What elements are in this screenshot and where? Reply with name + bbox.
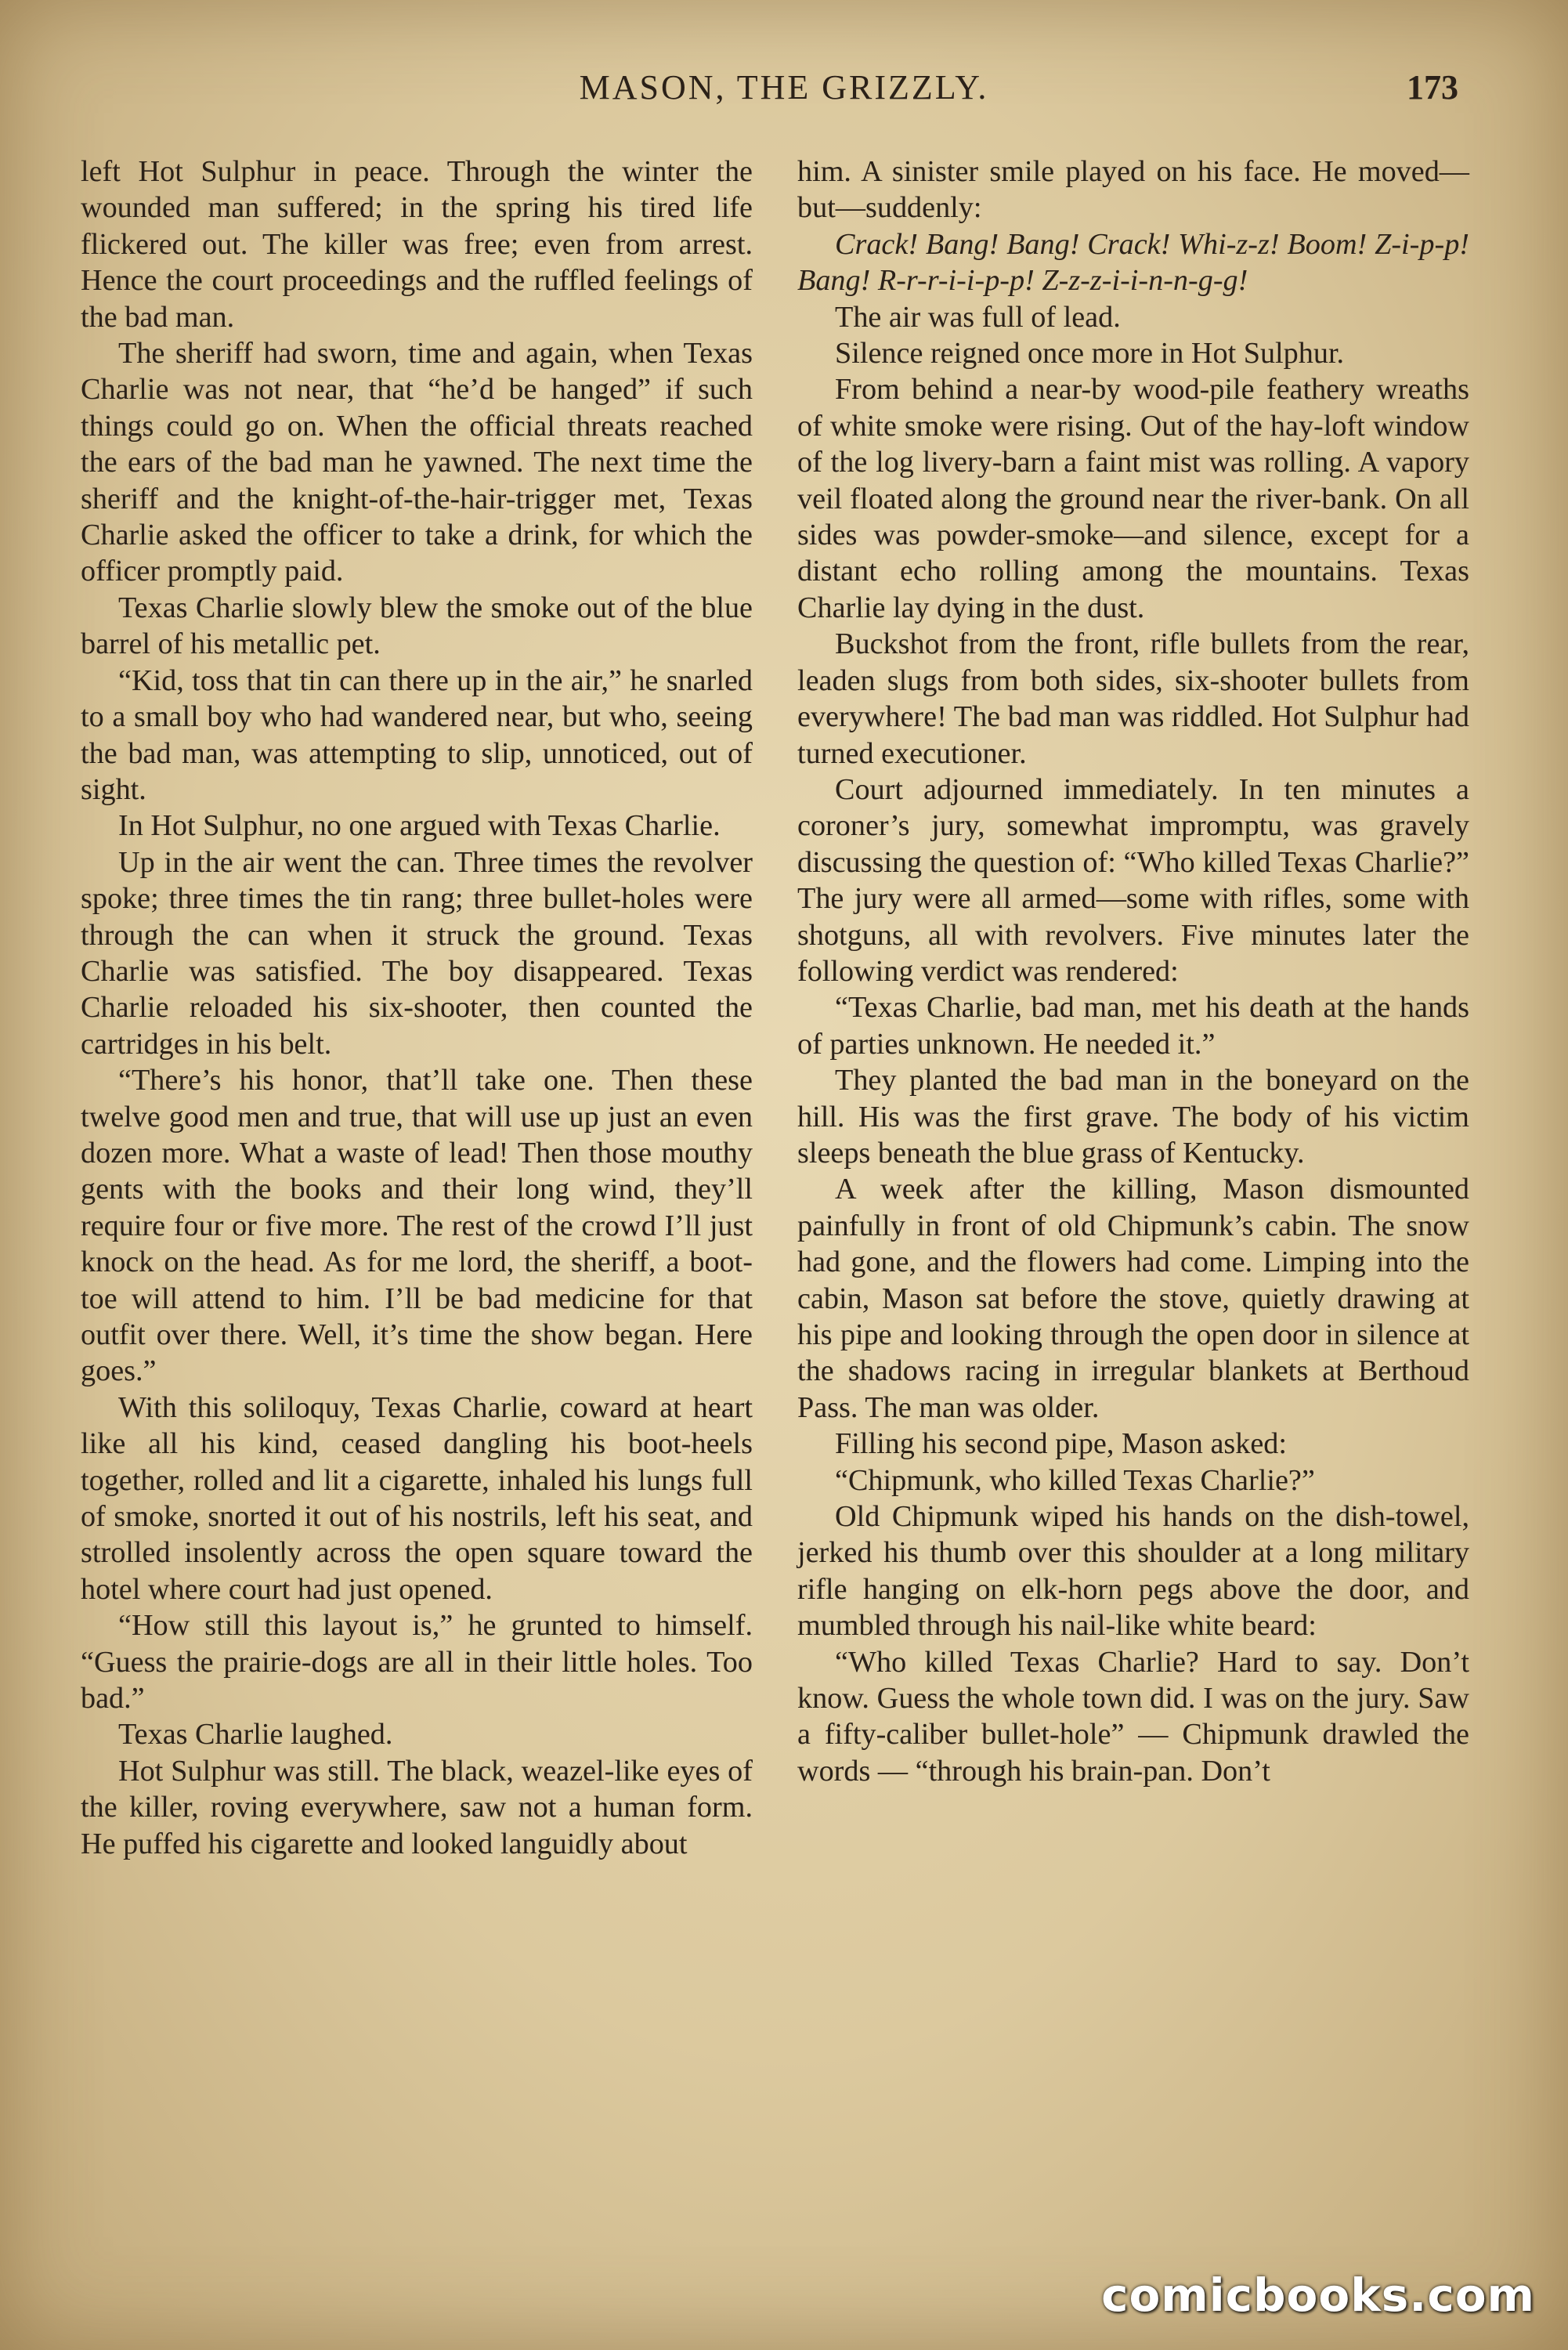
paragraph: With this soliloquy, Texas Charlie, coward at heart like all his kind, ceased dangling his boot-heels together, rolled and lit a cigarette, inhaled his lungs full of smoke, snorted it out of his nostrils, left his seat, and strolled insolently across the open square toward the hotel where court had just opened. bbox=[81, 1390, 753, 1606]
paragraph: “How still this layout is,” he grunted to himself. “Guess the prairie-dogs are all in their little holes. Too bad.” bbox=[81, 1609, 753, 1716]
paragraph: “Who killed Texas Charlie? Hard to say. Don’t know. Guess the whole town did. I was on the jury. Saw a fifty-caliber bullet-hole” — Chipmunk drawled the words — “through his brain-pan. Don’t bbox=[797, 1645, 1469, 1788]
paragraph: Up in the air went the can. Three times the revolver spoke; three times the tin rang; three bullet-holes were through the can when it struck the ground. Texas Charlie was satisfied. The boy disappeared. Texas Charlie reloaded his six-shooter, then counted the cartridges in his belt. bbox=[81, 845, 753, 1061]
paragraph: “There’s his honor, that’ll take one. Then these twelve good men and true, that will use up just an even dozen more. What a waste of lead! Then those mouthy gents with the books and their long wind, they’ll require four or five more. The rest of the crowd I’ll just knock on the head. As for me lord, the sheriff, a boot-toe will attend to him. I’ll be bad medicine for that outfit over there. Well, it’s time the show began. Here goes.” bbox=[81, 1064, 753, 1388]
paragraph: Buckshot from the front, rifle bullets from the rear, leaden slugs from both sides, six-shooter bullets from everywhere! The bad man was riddled. Hot Sulphur had turned executioner. bbox=[797, 627, 1469, 770]
paragraph: Silence reigned once more in Hot Sulphur. bbox=[835, 337, 1345, 371]
gunfire-sound-effects: Crack! Bang! Bang! Crack! Whi-z-z! Boom! Z-i-p-p! Bang! R-r-r-i-i-p-p! Z-z-z-i-i-n-n-g-g! bbox=[797, 227, 1469, 298]
paragraph: “Texas Charlie, bad man, met his death at the hands of parties unknown. He needed it.” bbox=[797, 991, 1469, 1061]
paragraph: Filling his second pipe, Mason asked: bbox=[835, 1427, 1288, 1461]
running-head bbox=[0, 67, 1568, 114]
paragraph: They planted the bad man in the boneyard on the hill. His was the first grave. The body of his victim sleeps beneath the blue grass of Kentucky. bbox=[797, 1064, 1469, 1170]
paragraph: Court adjourned immediately. In ten minutes a coroner’s jury, somewhat impromptu, was gravely discussing the question of: “Who killed Texas Charlie?” The jury were all armed—some with rifles, some with shotguns, all with revolvers. Five minutes later the following verdict was rendered: bbox=[797, 772, 1469, 988]
paragraph: The sheriff had sworn, time and again, when Texas Charlie was not near, that “he’d be hanged” if such things could go on. When the official threats reached the ears of the bad man he yawned. The next time the sheriff and the knight-of-the-hair-trigger met, Texas Charlie asked the officer to take a drink, for which the officer promptly paid. bbox=[81, 337, 753, 588]
left-column bbox=[81, 154, 753, 1862]
paragraph: Texas Charlie laughed. bbox=[118, 1718, 393, 1752]
right-column bbox=[797, 154, 1469, 1789]
paragraph: “Chipmunk, who killed Texas Charlie?” bbox=[835, 1463, 1315, 1497]
paragraph: The air was full of lead. bbox=[835, 300, 1121, 334]
watermark-logo: comicbooks.com bbox=[1101, 2269, 1535, 2322]
paragraph: Old Chipmunk wiped his hands on the dish-towel, jerked his thumb over this shoulder at a long military rifle hanging on elk-horn pegs above the door, and mumbled through his nail-like white beard: bbox=[797, 1500, 1469, 1643]
paragraph: him. A sinister smile played on his face. He moved—but—suddenly: bbox=[797, 155, 1469, 225]
paragraph: From behind a near-by wood-pile feathery wreaths of white smoke were rising. Out of the hay-loft window of the log livery-barn a faint mist was rolling. A vapory veil floated along the ground near the river-bank. On all sides was powder-smoke—and silence, except for a distant echo rolling among the mountains. Texas Charlie lay dying in the dust. bbox=[797, 373, 1469, 624]
paragraph: In Hot Sulphur, no one argued with Texas Charlie. bbox=[118, 809, 721, 843]
paragraph: left Hot Sulphur in peace. Through the winter the wounded man suffered; in the spring his tired life flickered out. The killer was free; even from arrest. Hence the court proceedings and the ruffled feelings of the bad man. bbox=[81, 155, 753, 334]
paragraph: A week after the killing, Mason dismounted painfully in front of old Chipmunk’s cabin. The snow had gone, and the flowers had come. Limping into the cabin, Mason sat before the stove, quietly drawing at his pipe and looking through the open door in silence at the shadows racing in irregular blankets at Berthoud Pass. The man was older. bbox=[797, 1173, 1469, 1424]
paragraph: Hot Sulphur was still. The black, weazel-like eyes of the killer, roving everywhere, saw not a human form. He puffed his cigarette and looked languidly about bbox=[81, 1754, 753, 1860]
paragraph: Texas Charlie slowly blew the smoke out of the blue barrel of his metallic pet. bbox=[81, 591, 753, 661]
paragraph: “Kid, toss that tin can there up in the air,” he snarled to a small boy who had wandered near, but who, seeing the bad man, was attempting to slip, unnoticed, out of sight. bbox=[81, 663, 753, 806]
page-title: MASON, THE GRIZZLY. bbox=[579, 68, 989, 107]
page-number: 173 bbox=[1407, 68, 1458, 107]
